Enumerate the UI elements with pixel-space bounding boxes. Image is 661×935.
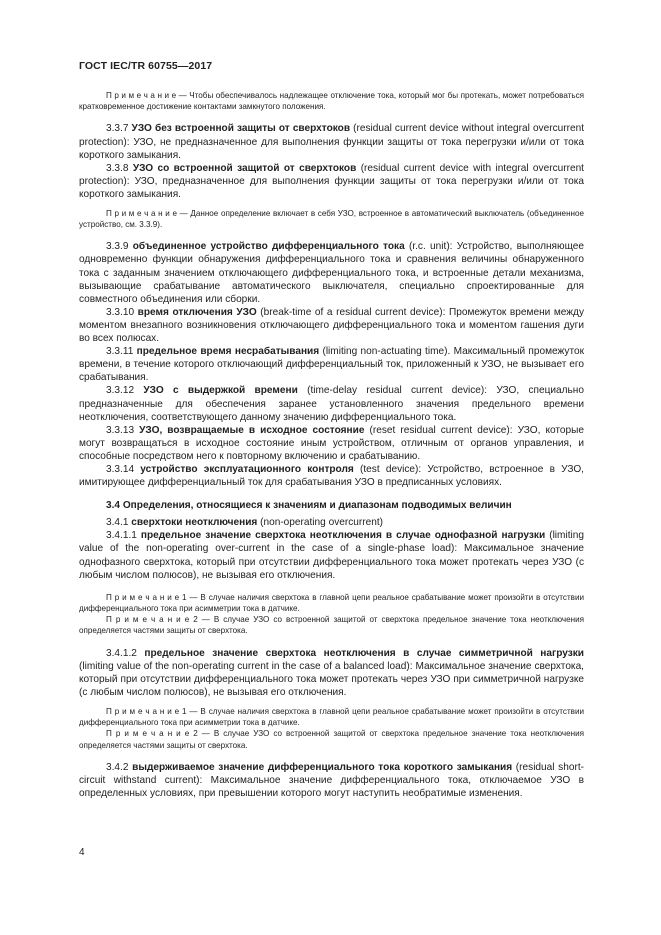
- document-body: [79, 90, 584, 800]
- definition-3-4-2: [79, 761, 584, 800]
- clause-number: 3.3.13: [106, 424, 140, 436]
- clause-number: 3.3.12: [106, 385, 144, 397]
- clause-number: 3.3.9: [106, 241, 133, 253]
- definition-text: (limiting value of the non-operating over-current in the case of a single-phase load): Максимальное значение однофазного сверхтока, который при отсутствии дифференциального тока может протекать через УЗО (с любым числом полюсов), не вызывая его отключения.: [79, 530, 584, 581]
- note-text: — Чтобы обеспечивалось надлежащее отключение тока, который мог бы протекать, может потребоваться кратковременное достижение контактами замкнутого положения.: [79, 91, 584, 112]
- clause-number: 3.4.2: [106, 761, 133, 773]
- clause-number: 3.3.10: [106, 306, 138, 318]
- note-text: — В случае УЗО со встроенной защитой от сверхтока предельное значение тока неотключения определяется частями защиты от сверхтока.: [79, 729, 584, 750]
- note-text: — В случае УЗО со встроенной защитой от сверхтока предельное значение тока неотключения определяется частями защиты от сверхтока.: [79, 615, 584, 636]
- term: время отключения УЗО: [137, 306, 257, 318]
- clause-number: 3.3.14: [106, 463, 141, 475]
- note-label: П р и м е ч а н и е: [106, 91, 177, 100]
- clause-number: 3.3.7: [106, 123, 132, 135]
- note-paragraph: [79, 706, 584, 728]
- note-paragraph: [79, 592, 584, 614]
- definition-3-3-10: [79, 306, 584, 345]
- clause-number: 3.3.11: [106, 346, 137, 358]
- definition-3-3-9: [79, 240, 584, 305]
- note-text: — В случае наличия сверхтока в главной цепи реальное срабатывание может произойти в отсутствии дифференциального тока при асимметрии тока в датчике.: [79, 706, 584, 728]
- definition-text: (r.c. unit): Устройство, выполняющее одновременно функции обнаружения дифференциального тока и сравнения величины обнаруженного тока с заданным значением отключающего дифференциального тока, и встроенные детали механизма, вызывающие срабатывание автоматического выключателя, специально спроектированные для совместного объединения или сборки.: [79, 241, 584, 305]
- note-paragraph: [79, 728, 584, 750]
- note-text: — Данное определение включает в себя УЗО, встроенное в автоматический выключатель (объединенное устройство, см. 3.3.9).: [79, 208, 585, 230]
- term: предельное значение сверхтока неотключения в случае симметричной нагрузки: [144, 647, 584, 659]
- note-label: П р и м е ч а н и е 1: [106, 592, 187, 602]
- section-heading-3-4: 3.4 Определения, относящиеся к значениям и диапазонам подводимых величин: [106, 500, 512, 512]
- definition-3-3-11: [79, 345, 584, 384]
- note-label: П р и м е ч а н и е 1: [106, 706, 187, 716]
- page-number: 4: [79, 847, 85, 858]
- definition-3-3-14: [79, 463, 584, 489]
- term: предельное время несрабатывания: [136, 346, 320, 358]
- clause-number: 3.4.1.1: [106, 530, 141, 542]
- term: выдерживаемое значение дифференциального тока короткого замыкания: [132, 761, 513, 773]
- note-paragraph: [79, 614, 584, 636]
- note-text: — В случае наличия сверхтока в главной цепи реальное срабатывание может произойти в отсутствии дифференциального тока при асимметрии тока в датчике.: [79, 592, 584, 613]
- term: УЗО с выдержкой времени: [143, 385, 298, 397]
- definition-text: (test device): Устройство, встроенное в УЗО, имитирующее дифференциальный ток для срабатывания УЗО в предписанных условиях.: [79, 463, 584, 489]
- definition-text: (residual current device with integral overcurrent protection): УЗО, предназначенное для выполнения функции защиты от тока перегрузки и/или от тока короткого замыкания.: [79, 162, 584, 200]
- note-label: П р и м е ч а н и е 2: [106, 729, 198, 739]
- definition-3-3-12: [79, 384, 584, 423]
- definition-text: (reset residual current device): УЗО, которые могут возвращаться в исходное состояние иным устройством, отличным от органов управления, и способные посредством него к повторному включению и срабатыванию.: [79, 424, 585, 462]
- definition-text: (limiting value of the non-operating current in the case of a balanced load): Максимальное значение сверхтока, который при отсутствии дифференциального тока может протекать через УЗО при симметричной нагрузке (с любым числом полюсов), не вызывая его отключения.: [79, 660, 584, 698]
- term: УЗО со встроенной защитой от сверхтоков: [132, 162, 357, 174]
- definition-3-3-13: [79, 424, 584, 463]
- definition-3-3-7: [79, 122, 584, 161]
- term: объединенное устройство дифференциального тока: [132, 241, 405, 253]
- definition-3-4-1-1: [79, 529, 584, 581]
- term: УЗО без встроенной защиты от сверхтоков: [131, 123, 351, 135]
- note-paragraph: [79, 208, 584, 230]
- note-label: П р и м е ч а н и е 2: [106, 615, 198, 625]
- note-label: П р и м е ч а н и е: [106, 208, 177, 218]
- term: УЗО, возвращаемые в исходное состояние: [139, 424, 365, 436]
- definition-text: (limiting non-actuating time). Максимальный промежуток времени, в течение которого отключающий дифференциальный ток, приложенный к УЗО, не вызывает его срабатывания.: [79, 346, 584, 384]
- note-paragraph: [79, 90, 584, 112]
- term: сверхтоки неотключения: [131, 517, 258, 529]
- definition-text: (time-delay residual current device): УЗО, специально предназначенные для обеспечения заранее установленного значения предельного времени неотключения, соответствующего данному значению дифференциального тока.: [79, 385, 584, 423]
- clause-number: 3.3.8: [106, 162, 133, 174]
- definition-text: (break-time of a residual current device): Промежуток времени между моментом внезапного возникновения отключающего дифференциального тока и моментом гашения дуги во всех полюсах.: [79, 306, 584, 345]
- definition-text: (residual short-circuit withstand current): Максимальное значение дифференциального тока, отключаемое УЗО в определенных условиях, при превышении которого могут наступить необратимые изменения.: [79, 761, 584, 799]
- term: устройство эксплуатационного контроля: [140, 463, 354, 475]
- document-header: ГОСТ IEC/TR 60755—2017: [79, 60, 213, 72]
- definition-3-4-1: [79, 516, 584, 529]
- term: предельное значение сверхтока неотключения в случае однофазной нагрузки: [140, 530, 546, 542]
- definition-text: (non-operating overcurrent): [257, 517, 383, 529]
- clause-number: 3.4.1: [106, 517, 132, 529]
- definition-3-3-8: [79, 162, 584, 201]
- definition-text: (residual current device without integral overcurrent protection): УЗО, не предназначенное для выполнения функции защиты от тока перегрузки и/или от тока короткого замыкания.: [79, 123, 584, 161]
- definition-3-4-1-2: [79, 647, 584, 699]
- clause-number: 3.4.1.2: [106, 647, 145, 659]
